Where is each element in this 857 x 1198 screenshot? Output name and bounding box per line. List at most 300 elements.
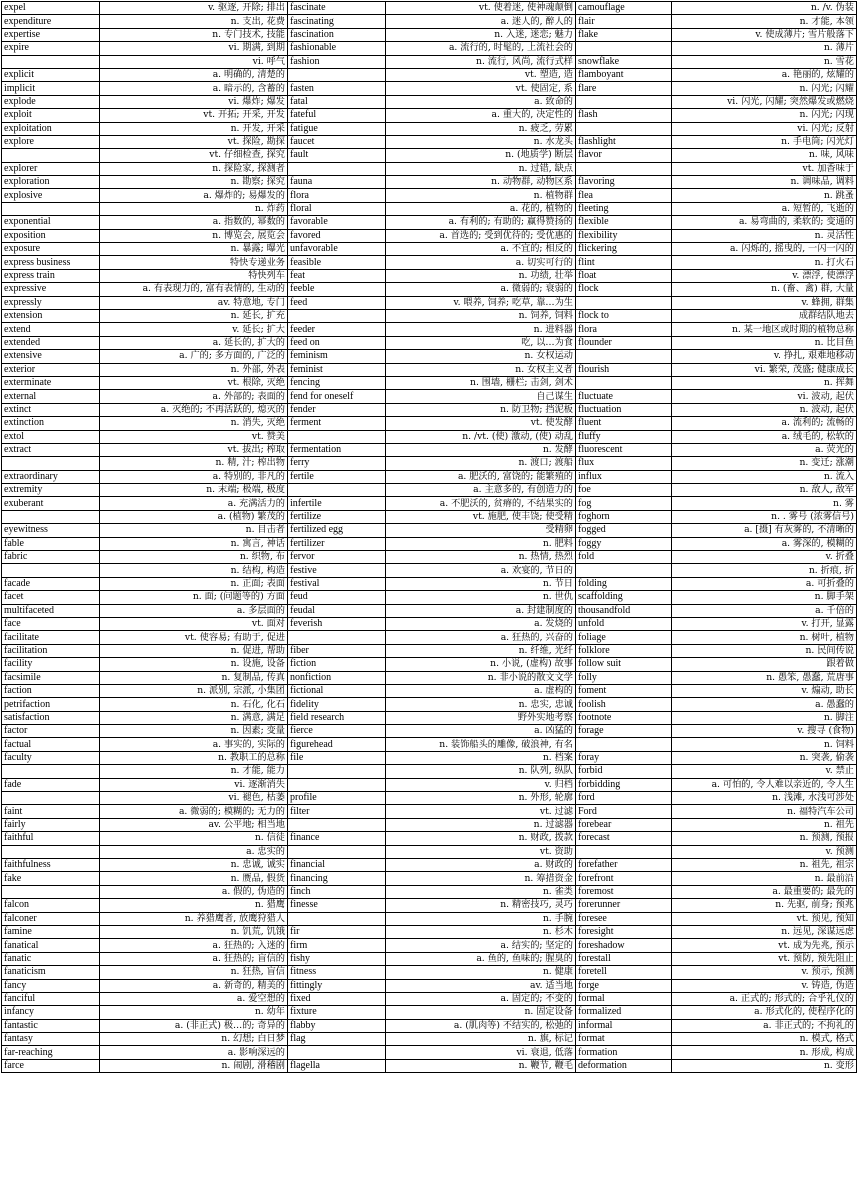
table-row [2, 671, 857, 684]
table-row [2, 859, 857, 872]
word-cell-col2: flag [288, 1033, 386, 1046]
definition-cell-col3: n. . 雾号 (浓雾信号) [672, 510, 857, 523]
word-cell-col2: fermentation [288, 443, 386, 456]
definition-cell-col3: n. 折痕, 折 [672, 564, 857, 577]
word-cell-col1 [2, 885, 100, 898]
word-cell-col1 [2, 149, 100, 162]
word-cell-col1: exploitation [2, 122, 100, 135]
definition-cell-col3: a. 闪烁的, 摇曳的, 一闪一闪的 [672, 243, 857, 256]
word-cell-col2 [288, 484, 386, 497]
table-row [2, 443, 857, 456]
definition-cell-col2: n. 小说, (虚构) 故事 [386, 658, 576, 671]
word-cell-col1: infancy [2, 1006, 100, 1019]
word-cell-col3: folding [576, 577, 672, 590]
word-cell-col2: fiber [288, 644, 386, 657]
table-row [2, 818, 857, 831]
definition-cell-col1: a. 忠实的 [100, 845, 288, 858]
table-row [2, 845, 857, 858]
word-cell-col2: fencing [288, 376, 386, 389]
word-cell-col3: fold [576, 551, 672, 564]
definition-cell-col2: a. 重大的, 决定性的 [386, 109, 576, 122]
definition-cell-col1: a. 事实的, 实际的 [100, 738, 288, 751]
table-row [2, 256, 857, 269]
definition-cell-col2: a. 封建制度的 [386, 604, 576, 617]
word-cell-col1: fable [2, 537, 100, 550]
definition-cell-col3: a. 最重要的; 最先的 [672, 885, 857, 898]
word-cell-col3: flair [576, 15, 672, 28]
definition-cell-col1: n. 促进, 帮助 [100, 644, 288, 657]
definition-cell-col1: n. 幼年 [100, 1006, 288, 1019]
definition-cell-col1: vt. 使容易; 有助于, 促进 [100, 631, 288, 644]
definition-cell-col3: a. 艳丽的, 炫耀的 [672, 68, 857, 81]
word-cell-col3 [576, 122, 672, 135]
word-cell-col2 [288, 162, 386, 175]
word-cell-col1: expire [2, 42, 100, 55]
table-row [2, 765, 857, 778]
vocabulary-table [1, 1, 857, 1073]
word-cell-col3: forefront [576, 872, 672, 885]
definition-cell-col2: vt. 使发酵 [386, 417, 576, 430]
definition-cell-col3: n. 远见, 深谋远虑 [672, 925, 857, 938]
definition-cell-col1: n. 结构, 构造 [100, 564, 288, 577]
table-row [2, 28, 857, 41]
definition-cell-col3: n. 突袭, 偷袭 [672, 751, 857, 764]
word-cell-col1: fade [2, 778, 100, 791]
word-cell-col3: flounder [576, 336, 672, 349]
word-cell-col3: formal [576, 992, 672, 1005]
definition-cell-col3: n. 脚手架 [672, 591, 857, 604]
word-cell-col1: expressly [2, 296, 100, 309]
word-cell-col3: forecast [576, 832, 672, 845]
definition-cell-col2: n. 水龙头 [386, 135, 576, 148]
word-cell-col1: exponential [2, 216, 100, 229]
word-cell-col1: fairly [2, 818, 100, 831]
word-cell-col2: fitness [288, 966, 386, 979]
word-cell-col3: snowflake [576, 55, 672, 68]
definition-cell-col1: n. 猎鹰 [100, 899, 288, 912]
definition-cell-col2: vt. 使固定, 系 [386, 82, 576, 95]
table-row [2, 376, 857, 389]
word-cell-col1: express business [2, 256, 100, 269]
word-cell-col1: facilitation [2, 644, 100, 657]
definition-cell-col2: n. 健康 [386, 966, 576, 979]
word-cell-col2: fixture [288, 1006, 386, 1019]
word-cell-col2: financial [288, 859, 386, 872]
definition-cell-col1: n. 目击者 [100, 524, 288, 537]
definition-cell-col2: n. 饲养, 饲料 [386, 309, 576, 322]
word-cell-col1: fanatical [2, 939, 100, 952]
word-cell-col3: flash [576, 109, 672, 122]
definition-cell-col2: vt. 使着迷, 使神魂颠倒 [386, 2, 576, 15]
definition-cell-col1: 特快专递业务 [100, 256, 288, 269]
table-row [2, 872, 857, 885]
word-cell-col2: fiction [288, 658, 386, 671]
definition-cell-col2: n. 围墙, 栅栏; 击剑, 剑术 [386, 376, 576, 389]
word-cell-col3: fogged [576, 524, 672, 537]
word-cell-col1: factual [2, 738, 100, 751]
definition-cell-col3: vt. 预见, 预知 [672, 912, 857, 925]
definition-cell-col1: vi. 爆炸; 爆发 [100, 95, 288, 108]
table-row [2, 176, 857, 189]
word-cell-col3: informal [576, 1019, 672, 1032]
definition-cell-col1: av. 特意地, 专门 [100, 296, 288, 309]
table-row [2, 1006, 857, 1019]
table-row [2, 229, 857, 242]
table-row [2, 497, 857, 510]
table-row [2, 979, 857, 992]
word-cell-col1: fabric [2, 551, 100, 564]
word-cell-col3: foggy [576, 537, 672, 550]
table-row [2, 122, 857, 135]
definition-cell-col2: a. 不宜的; 相反的 [386, 243, 576, 256]
definition-cell-col3: n. 脚注 [672, 711, 857, 724]
word-cell-col3: fleeting [576, 202, 672, 215]
word-cell-col2: firm [288, 939, 386, 952]
definition-cell-col1: a. 影响深远的 [100, 1046, 288, 1059]
word-cell-col2: fascinate [288, 2, 386, 15]
word-cell-col2: feud [288, 591, 386, 604]
definition-cell-col2: n. 疲乏, 劳累 [386, 122, 576, 135]
table-row [2, 323, 857, 336]
word-cell-col3: flashlight [576, 135, 672, 148]
word-cell-col2 [288, 631, 386, 644]
word-cell-col3 [576, 564, 672, 577]
definition-cell-col1: vi. 呼气 [100, 55, 288, 68]
definition-cell-col2: a. 结实的; 坚定的 [386, 939, 576, 952]
definition-cell-col3: n. 挥舞 [672, 376, 857, 389]
table-row [2, 336, 857, 349]
table-row [2, 617, 857, 630]
table-row [2, 162, 857, 175]
definition-cell-col2: vi. 衰退, 低落 [386, 1046, 576, 1059]
word-cell-col2: feverish [288, 617, 386, 630]
word-cell-col2: ferment [288, 417, 386, 430]
definition-cell-col3: n. 敌人, 敌军 [672, 484, 857, 497]
definition-cell-col3: a. 千倍的 [672, 604, 857, 617]
definition-cell-col2: n. 渡口; 渡船 [386, 457, 576, 470]
definition-cell-col3: a. 短暂的, 飞逝的 [672, 202, 857, 215]
definition-cell-col1: vt. 开拓; 开采, 开发 [100, 109, 288, 122]
definition-cell-col2: a. 花的, 植物的 [386, 202, 576, 215]
definition-cell-col3: n. 手电筒; 闪光灯 [672, 135, 857, 148]
word-cell-col2: profile [288, 792, 386, 805]
word-cell-col2: fatal [288, 95, 386, 108]
definition-cell-col3: n. 雪花 [672, 55, 857, 68]
definition-cell-col2: av. 适当地 [386, 979, 576, 992]
definition-cell-col3: n. 愚笨, 愚蠢, 荒唐事 [672, 671, 857, 684]
word-cell-col3: formalized [576, 1006, 672, 1019]
definition-cell-col3: n. 祖先 [672, 818, 857, 831]
definition-cell-col2: n. 防卫物; 挡泥板 [386, 403, 576, 416]
word-cell-col2 [288, 778, 386, 791]
definition-cell-col1: n. 石化, 化石 [100, 698, 288, 711]
definition-cell-col1: a. 多层面的 [100, 604, 288, 617]
definition-cell-col1: n. 信徒 [100, 832, 288, 845]
definition-cell-col2: n. 节日 [386, 577, 576, 590]
definition-cell-col3: v. 搜寻 (食物) [672, 725, 857, 738]
word-cell-col2: fatigue [288, 122, 386, 135]
word-cell-col1: implicit [2, 82, 100, 95]
word-cell-col2: favorable [288, 216, 386, 229]
definition-cell-col1: n. 支出, 花费 [100, 15, 288, 28]
definition-cell-col2: n. 队列, 纵队 [386, 765, 576, 778]
definition-cell-col2: n. 鞭节, 鞭毛 [386, 1059, 576, 1072]
definition-cell-col1: n. 忠诚, 诚实 [100, 859, 288, 872]
definition-cell-col2: a. 狂热的, 兴奋的 [386, 631, 576, 644]
definition-cell-col3: vt. 加香味于 [672, 162, 857, 175]
definition-cell-col1: a. 爱空想的 [100, 992, 288, 1005]
table-row [2, 912, 857, 925]
word-cell-col3: Ford [576, 805, 672, 818]
word-cell-col3: footnote [576, 711, 672, 724]
word-cell-col2: feat [288, 269, 386, 282]
word-cell-col2: ferry [288, 457, 386, 470]
table-row [2, 738, 857, 751]
word-cell-col1: fancy [2, 979, 100, 992]
vocabulary-table-body [2, 2, 857, 1073]
word-cell-col1: extended [2, 336, 100, 349]
word-cell-col1: faculty [2, 751, 100, 764]
word-cell-col3: unfold [576, 617, 672, 630]
word-cell-col3: foreshadow [576, 939, 672, 952]
table-row [2, 309, 857, 322]
table-row [2, 1059, 857, 1072]
definition-cell-col2: n. 流行, 风尚, 流行式样 [386, 55, 576, 68]
word-cell-col1: facility [2, 658, 100, 671]
word-cell-col1: expertise [2, 28, 100, 41]
table-row [2, 243, 857, 256]
definition-cell-col3: n. 饲料 [672, 738, 857, 751]
definition-cell-col1: n. 消失, 灭绝 [100, 417, 288, 430]
definition-cell-col3: 成群结队地去 [672, 309, 857, 322]
definition-cell-col3: v. 铸造, 伪造 [672, 979, 857, 992]
definition-cell-col1: n. 勘察; 探究 [100, 176, 288, 189]
word-cell-col1: extinct [2, 403, 100, 416]
table-row [2, 992, 857, 1005]
definition-cell-col1: 特快列车 [100, 269, 288, 282]
definition-cell-col1: n. 暴露; 曝光 [100, 243, 288, 256]
definition-cell-col2: vt. 塑造, 造 [386, 68, 576, 81]
word-cell-col1: exploit [2, 109, 100, 122]
word-cell-col2: figurehead [288, 738, 386, 751]
definition-cell-col1: n. 博览会, 展览会 [100, 229, 288, 242]
definition-cell-col2: 吃, 以…为食 [386, 336, 576, 349]
table-row [2, 551, 857, 564]
definition-cell-col3: n. 雾 [672, 497, 857, 510]
definition-cell-col2: n. 过滤器 [386, 818, 576, 831]
table-row [2, 644, 857, 657]
definition-cell-col2: n. 财政, 拨款 [386, 832, 576, 845]
word-cell-col3: forestall [576, 952, 672, 965]
definition-cell-col2: a. 致命的 [386, 95, 576, 108]
word-cell-col2: fasten [288, 82, 386, 95]
table-row [2, 778, 857, 791]
table-row [2, 55, 857, 68]
word-cell-col1: facade [2, 577, 100, 590]
word-cell-col3 [576, 738, 672, 751]
word-cell-col3: forage [576, 725, 672, 738]
definition-cell-col2: n. 动物群, 动物区系 [386, 176, 576, 189]
word-cell-col3: flock to [576, 309, 672, 322]
definition-cell-col1: n. 狂热, 盲信 [100, 966, 288, 979]
definition-cell-col1: n. 寓言, 神话 [100, 537, 288, 550]
word-cell-col3: flamboyant [576, 68, 672, 81]
definition-cell-col1: a. 狂热的; 入迷的 [100, 939, 288, 952]
word-cell-col1: face [2, 617, 100, 630]
word-cell-col1: fantasy [2, 1033, 100, 1046]
word-cell-col2: festival [288, 577, 386, 590]
definition-cell-col1: n. 专门技术, 技能 [100, 28, 288, 41]
word-cell-col1: falcon [2, 899, 100, 912]
word-cell-col2: festive [288, 564, 386, 577]
word-cell-col1: famine [2, 925, 100, 938]
definition-cell-col2: n. 非小说的散文文学 [386, 671, 576, 684]
definition-cell-col3: n. 民间传说 [672, 644, 857, 657]
word-cell-col1: expenditure [2, 15, 100, 28]
word-cell-col3: flora [576, 323, 672, 336]
word-cell-col2: faucet [288, 135, 386, 148]
table-row [2, 684, 857, 697]
definition-cell-col3: n. 灵活性 [672, 229, 857, 242]
word-cell-col1: fanatic [2, 952, 100, 965]
table-row [2, 216, 857, 229]
definition-cell-col3: a. [摄] 有灰雾的, 不清晰的 [672, 524, 857, 537]
word-cell-col3: forebear [576, 818, 672, 831]
word-cell-col2: flabby [288, 1019, 386, 1032]
definition-cell-col3: n. 流入 [672, 470, 857, 483]
definition-cell-col1: n. 闹剧, 滑稽剧 [100, 1059, 288, 1072]
word-cell-col3: flea [576, 189, 672, 202]
definition-cell-col1: a. 新奇的, 精美的 [100, 979, 288, 992]
definition-cell-col2: 受精卵 [386, 524, 576, 537]
word-cell-col2 [288, 1046, 386, 1059]
definition-cell-col2: a. 肥沃的, 富饶的; 能繁殖的 [386, 470, 576, 483]
definition-cell-col1: n. 面; (问题等的) 方面 [100, 591, 288, 604]
table-row [2, 350, 857, 363]
table-row [2, 202, 857, 215]
table-row [2, 1019, 857, 1032]
word-cell-col1: faithful [2, 832, 100, 845]
definition-cell-col3: n. 某一地区或时期的植物总称 [672, 323, 857, 336]
definition-cell-col2: a. 有利的; 有助的; 赢得赞扬的 [386, 216, 576, 229]
definition-cell-col3: vi. 闪光; 反射 [672, 122, 857, 135]
table-row [2, 564, 857, 577]
definition-cell-col2: a. 首选的; 受到优待的; 受优惠的 [386, 229, 576, 242]
definition-cell-col1: n. 探险家, 探测者 [100, 162, 288, 175]
table-row [2, 832, 857, 845]
word-cell-col3: flint [576, 256, 672, 269]
definition-cell-col3: a. 易弯曲的, 柔软的; 变通的 [672, 216, 857, 229]
definition-cell-col2: n. 档案 [386, 751, 576, 764]
definition-cell-col1: v. 驱逐, 开除; 排出 [100, 2, 288, 15]
definition-cell-col3: a. 正式的; 形式的; 合乎礼仪的 [672, 992, 857, 1005]
definition-cell-col1: vt. 赞美 [100, 430, 288, 443]
word-cell-col1: facet [2, 591, 100, 604]
word-cell-col3: foe [576, 484, 672, 497]
definition-cell-col3: n. 预测, 预报 [672, 832, 857, 845]
definition-cell-col3: n. 祖先, 祖宗 [672, 859, 857, 872]
definition-cell-col2: a. (肌肉等) 不结实的, 松弛的 [386, 1019, 576, 1032]
word-cell-col2: fateful [288, 109, 386, 122]
word-cell-col1: facsimile [2, 671, 100, 684]
word-cell-col3: fluorescent [576, 443, 672, 456]
word-cell-col2: flora [288, 189, 386, 202]
word-cell-col3: fluctuate [576, 390, 672, 403]
table-row [2, 403, 857, 416]
definition-cell-col3: n. 味, 风味 [672, 149, 857, 162]
definition-cell-col2: a. 主意多的, 有创造力的 [386, 484, 576, 497]
word-cell-col1: fantastic [2, 1019, 100, 1032]
table-row [2, 711, 857, 724]
definition-cell-col1: n. 派别, 宗派, 小集团 [100, 684, 288, 697]
table-row [2, 109, 857, 122]
definition-cell-col2: n. (地质学) 断层 [386, 149, 576, 162]
definition-cell-col1: n. 满意, 满足 [100, 711, 288, 724]
table-row [2, 149, 857, 162]
definition-cell-col2: n. 纤维, 光纤 [386, 644, 576, 657]
definition-cell-col3: n. 树叶, 植物 [672, 631, 857, 644]
word-cell-col3: forerunner [576, 899, 672, 912]
definition-cell-col1: a. 明确的, 清楚的 [100, 68, 288, 81]
word-cell-col1: explorer [2, 162, 100, 175]
word-cell-col1: exterior [2, 363, 100, 376]
definition-cell-col1: av. 公平地; 相当地 [100, 818, 288, 831]
definition-cell-col3: n. 打火石 [672, 256, 857, 269]
definition-cell-col2: a. 鱼的, 鱼味的; 腥臭的 [386, 952, 576, 965]
definition-cell-col1: a. 特别的, 非凡的 [100, 470, 288, 483]
word-cell-col2: finance [288, 832, 386, 845]
definition-cell-col3: vt. 预防, 预先阻止 [672, 952, 857, 965]
word-cell-col1: faint [2, 805, 100, 818]
word-cell-col1: fake [2, 872, 100, 885]
word-cell-col1 [2, 55, 100, 68]
table-row [2, 751, 857, 764]
definition-cell-col3: n. 浅滩, 水浅可涉处 [672, 792, 857, 805]
word-cell-col1: express train [2, 269, 100, 282]
word-cell-col1 [2, 765, 100, 778]
definition-cell-col3: v. 预测 [672, 845, 857, 858]
definition-cell-col2: a. 财政的 [386, 859, 576, 872]
word-cell-col3: foresight [576, 925, 672, 938]
definition-cell-col1: n. 饥荒, 饥饿 [100, 925, 288, 938]
definition-cell-col3: vi. 繁荣, 茂盛; 健康成长 [672, 363, 857, 376]
definition-cell-col2: n. 固定设备 [386, 1006, 576, 1019]
table-row [2, 952, 857, 965]
word-cell-col2 [288, 430, 386, 443]
definition-cell-col2: n. 女权主义者 [386, 363, 576, 376]
definition-cell-col1: vi. 逐渐消失 [100, 778, 288, 791]
word-cell-col2: field research [288, 711, 386, 724]
word-cell-col1: explosive [2, 189, 100, 202]
definition-cell-col1: a. 有表现力的, 富有表情的, 生动的 [100, 283, 288, 296]
definition-cell-col3: v. 使成薄片; 雪片般落下 [672, 28, 857, 41]
table-row [2, 283, 857, 296]
definition-cell-col2: n. 功绩, 壮举 [386, 269, 576, 282]
word-cell-col3: folklore [576, 644, 672, 657]
definition-cell-col3: a. 绒毛的, 松软的 [672, 430, 857, 443]
definition-cell-col1: a. 爆炸的; 易爆发的 [100, 189, 288, 202]
word-cell-col1: factor [2, 725, 100, 738]
definition-cell-col2: n. 手腕 [386, 912, 576, 925]
definition-cell-col3: n. 闪光; 闪耀 [672, 82, 857, 95]
table-row [2, 524, 857, 537]
definition-cell-col1: n. 延长, 扩充 [100, 309, 288, 322]
definition-cell-col1: a. (植物) 繁茂的 [100, 510, 288, 523]
word-cell-col3 [576, 95, 672, 108]
table-row [2, 925, 857, 938]
word-cell-col3: foghorn [576, 510, 672, 523]
definition-cell-col2: n. 忠实, 忠诚 [386, 698, 576, 711]
